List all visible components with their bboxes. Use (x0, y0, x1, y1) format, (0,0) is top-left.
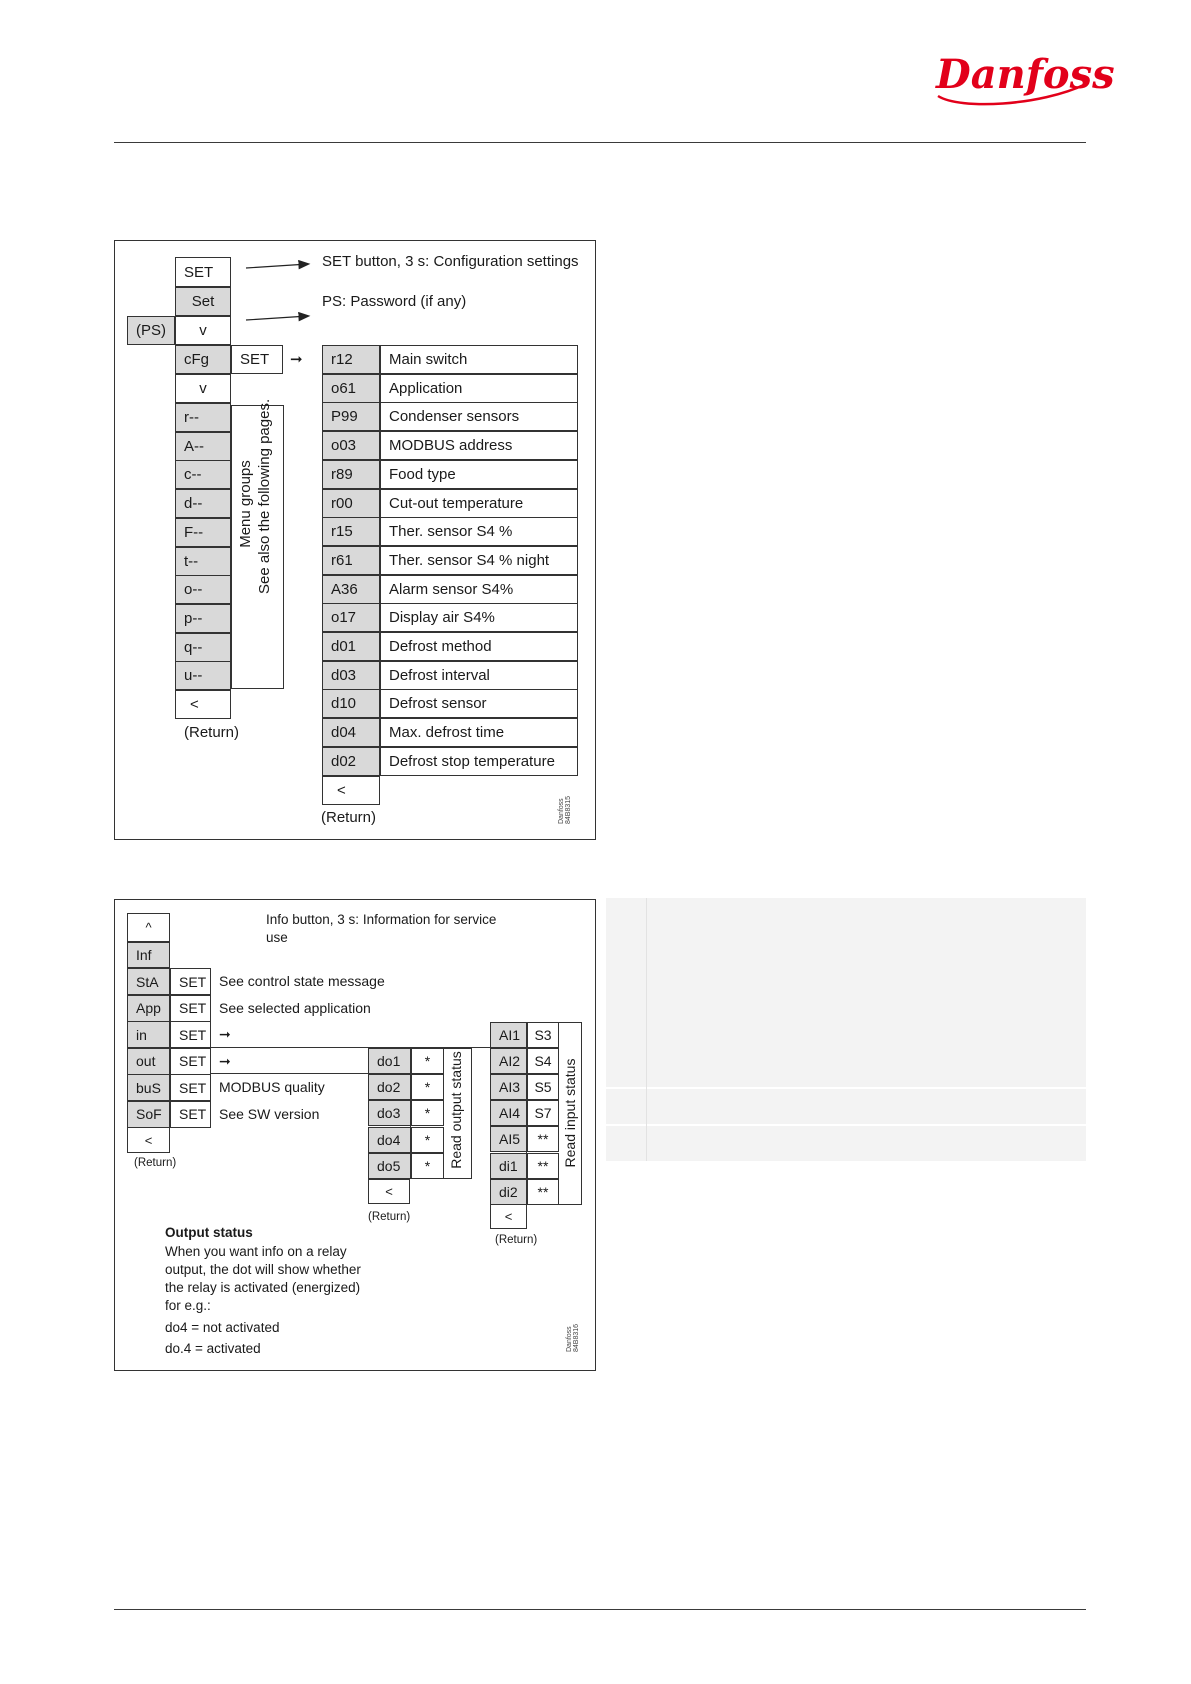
output-value: * (411, 1074, 444, 1100)
output-status-line: When you want info on a relay (165, 1244, 347, 1259)
menu-group-item[interactable]: F-- (175, 518, 231, 547)
info-return-label: (Return) (134, 1157, 177, 1169)
info-menu-code[interactable]: SoF (127, 1101, 170, 1128)
password-cell[interactable]: (PS) (127, 316, 175, 345)
svg-text:Danfoss: Danfoss (936, 51, 1115, 98)
parameter-description: Alarm sensor S4% (380, 575, 578, 604)
parameter-code[interactable]: o03 (322, 431, 380, 460)
parameter-code[interactable]: r61 (322, 546, 380, 575)
parameter-code[interactable]: d03 (322, 661, 380, 690)
groups-return-key[interactable]: < (175, 690, 231, 719)
set-button-annotation: SET button, 3 s: Configuration settings (322, 253, 579, 270)
parameter-code[interactable]: o61 (322, 374, 380, 403)
set-key[interactable]: SET (175, 257, 231, 287)
table-shade-row-1 (606, 1089, 1086, 1124)
drawing-number-2: Danfoss 84B8316 (566, 1323, 580, 1352)
parameter-description: Defrost interval (380, 661, 578, 690)
input-value: ** (527, 1153, 559, 1179)
output-code[interactable]: do5 (368, 1153, 411, 1179)
inputs-return-key[interactable]: < (490, 1204, 527, 1229)
parameter-description: Application (380, 374, 578, 403)
output-code[interactable]: do2 (368, 1074, 411, 1100)
parameter-code[interactable]: d02 (322, 747, 380, 776)
menu-group-item[interactable]: r-- (175, 403, 231, 432)
menu-group-item[interactable]: p-- (175, 604, 231, 633)
input-code[interactable]: AI3 (490, 1074, 527, 1100)
input-value: S4 (527, 1048, 559, 1074)
info-annotation: Info button, 3 s: Information for service use (266, 912, 497, 945)
right-arrow-icon: ➞ (290, 351, 303, 368)
parameter-code[interactable]: r00 (322, 489, 380, 518)
input-code[interactable]: AI1 (490, 1022, 527, 1048)
read-output-status-label: Read output status (448, 1051, 464, 1169)
drawing-number: Danfoss 84B8315 (558, 795, 572, 824)
down-key-2[interactable]: v (175, 374, 231, 403)
outputs-return-key[interactable]: < (368, 1179, 410, 1204)
parameter-code[interactable]: o17 (322, 603, 380, 632)
info-set-key[interactable]: SET (170, 1021, 211, 1048)
parameter-code[interactable]: r15 (322, 517, 380, 546)
input-code[interactable]: AI5 (490, 1126, 527, 1152)
output-status-line: the relay is activated (energized) (165, 1280, 361, 1295)
parameter-description: Ther. sensor S4 % (380, 517, 578, 546)
cfg-set-key[interactable]: SET (231, 345, 283, 374)
output-code[interactable]: do4 (368, 1127, 411, 1153)
output-status-description (165, 1243, 361, 1315)
groups-return-label: (Return) (184, 724, 240, 741)
output-status-title: Output status (165, 1225, 253, 1240)
parameter-description: Defrost stop temperature (380, 747, 578, 776)
parameter-code[interactable]: d01 (322, 632, 380, 661)
menu-group-item[interactable]: c-- (175, 460, 231, 489)
example-activated: do.4 = activated (165, 1341, 261, 1356)
parameter-description: Ther. sensor S4 % night (380, 546, 578, 575)
menu-group-item[interactable]: u-- (175, 661, 231, 690)
info-row-text: ➞ (219, 1026, 231, 1042)
cfg-cell[interactable]: cFg (175, 345, 231, 374)
info-set-key[interactable]: SET (170, 1074, 211, 1101)
params-return-label: (Return) (321, 809, 377, 826)
parameter-description: Main switch (380, 345, 578, 374)
output-code[interactable]: do3 (368, 1100, 411, 1126)
menu-group-item[interactable]: t-- (175, 547, 231, 576)
inputs-return-label: (Return) (495, 1234, 538, 1246)
input-value: S7 (527, 1100, 559, 1126)
menu-group-item[interactable]: d-- (175, 489, 231, 518)
input-value: S5 (527, 1074, 559, 1100)
read-input-status-label: Read input status (562, 1058, 578, 1168)
menu-group-item[interactable]: A-- (175, 432, 231, 461)
footer-rule (114, 1609, 1086, 1610)
parameter-code[interactable]: A36 (322, 575, 380, 604)
parameter-code[interactable]: r89 (322, 460, 380, 489)
parameter-description: Display air S4% (380, 603, 578, 632)
down-key[interactable]: v (175, 316, 231, 345)
output-status-line: output, the dot will show whether (165, 1262, 361, 1277)
parameter-code[interactable]: r12 (322, 345, 380, 374)
info-set-key[interactable]: SET (170, 995, 211, 1022)
input-value: S3 (527, 1022, 559, 1048)
info-return-key[interactable]: < (127, 1127, 170, 1153)
in-line (210, 1022, 490, 1048)
menu-group-item[interactable]: q-- (175, 633, 231, 662)
input-code[interactable]: di1 (490, 1153, 527, 1179)
info-row-text: MODBUS quality (219, 1079, 325, 1095)
info-row-text: See selected application (219, 999, 371, 1016)
parameter-description: Defrost method (380, 632, 578, 661)
info-row-text: See control state message (219, 973, 385, 989)
output-value: * (411, 1127, 444, 1153)
output-status-line: for e.g.: (165, 1298, 211, 1313)
parameter-description: Cut-out temperature (380, 489, 578, 518)
inf-cell[interactable]: Inf (127, 942, 170, 968)
input-code[interactable]: AI4 (490, 1100, 527, 1126)
table-shade-divider (646, 898, 647, 1161)
info-menu-code[interactable]: buS (127, 1074, 170, 1101)
set-display: Set (175, 287, 231, 316)
parameter-code[interactable]: P99 (322, 402, 380, 431)
input-code[interactable]: AI2 (490, 1048, 527, 1074)
parameter-code[interactable]: d04 (322, 718, 380, 747)
info-menu-code[interactable]: StA (127, 968, 170, 995)
output-value: * (411, 1153, 444, 1179)
parameter-code[interactable]: d10 (322, 689, 380, 718)
info-set-key[interactable]: SET (170, 1048, 211, 1075)
input-code[interactable]: di2 (490, 1179, 527, 1205)
input-value: ** (527, 1126, 559, 1152)
out-line (210, 1048, 368, 1074)
example-not-activated: do4 = not activated (165, 1320, 280, 1335)
output-code[interactable]: do1 (368, 1048, 411, 1074)
parameter-description: Defrost sensor (380, 689, 578, 718)
input-value: ** (527, 1179, 559, 1205)
parameter-description: Max. defrost time (380, 718, 578, 747)
info-menu-code[interactable]: App (127, 995, 170, 1022)
info-set-key[interactable]: SET (170, 1101, 211, 1128)
table-shade-top (606, 898, 1086, 1087)
table-shade-row-2 (606, 1126, 1086, 1161)
outputs-return-label: (Return) (368, 1211, 411, 1223)
params-return-key[interactable]: < (322, 776, 380, 805)
info-row-text: See SW version (219, 1105, 320, 1122)
password-annotation: PS: Password (if any) (322, 293, 467, 310)
output-value: * (411, 1048, 444, 1074)
menu-groups-label: Menu groups See also the following pages. (237, 398, 273, 594)
info-up-key[interactable]: ^ (127, 913, 170, 942)
parameter-description: MODBUS address (380, 431, 578, 460)
info-menu-code[interactable]: out (127, 1048, 170, 1075)
parameter-description: Food type (380, 460, 578, 489)
info-row-text: ➞ (219, 1052, 231, 1069)
menu-group-item[interactable]: o-- (175, 575, 231, 604)
output-value: * (411, 1100, 444, 1126)
info-set-key[interactable]: SET (170, 968, 211, 995)
parameter-description: Condenser sensors (380, 402, 578, 431)
info-menu-code[interactable]: in (127, 1021, 170, 1048)
